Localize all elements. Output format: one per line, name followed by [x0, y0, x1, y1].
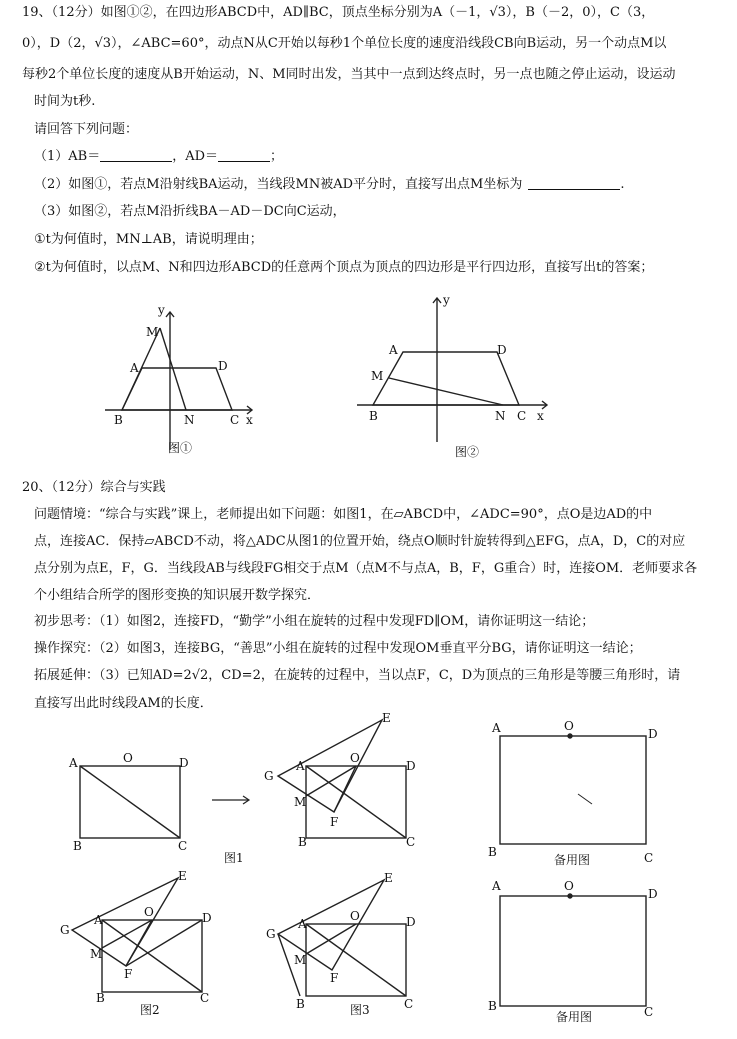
q20-figure-1	[66, 750, 244, 865]
q20-title: 20、（12分）综合与实践	[22, 480, 166, 495]
q19-sub3: （3）如图②，若点M沿折线BA－AD－DC向C运动，	[34, 204, 346, 219]
label-x: x	[246, 413, 253, 427]
label-m: M	[146, 325, 159, 339]
label-c: C	[200, 991, 210, 1005]
label-c: C	[644, 851, 654, 865]
label-e: E	[382, 711, 391, 725]
q19-sub1-end: ；	[270, 149, 284, 164]
label-a: A	[389, 343, 398, 357]
caption-fig2: 图②	[455, 445, 480, 459]
segment-fd	[126, 920, 202, 966]
q19-line-3: 每秒2个单位长度的速度从B开始运动，N、M同时出发，当其中一点到达终点时，另一点也随之停止运动，设运动	[22, 67, 676, 82]
arrow-icon	[212, 795, 252, 805]
label-f: F	[330, 971, 339, 985]
label-y: y	[443, 293, 450, 307]
label-m: M	[294, 795, 307, 809]
label-f: F	[124, 967, 133, 981]
q19-sub1	[34, 147, 283, 167]
label-m: M	[294, 953, 307, 967]
label-b: B	[488, 999, 497, 1013]
label-d: D	[648, 887, 658, 901]
answer-blank-m	[528, 175, 620, 190]
caption-spare1: 备用图	[554, 853, 591, 867]
label-g: G	[266, 927, 276, 941]
label-o: O	[350, 751, 360, 765]
label-d: D	[648, 727, 658, 741]
q20-line-2: 点，连接AC．保持▱ABCD不动，将△ADC从图1的位置开始，绕点O顺时针旋转得到△EFG，点A，D，C的对应	[34, 534, 686, 549]
label-d: D	[406, 759, 416, 773]
label-b: B	[114, 413, 123, 427]
label-b: B	[369, 409, 378, 423]
q19-sub2-end: .	[620, 177, 625, 192]
label-c: C	[178, 839, 188, 853]
answer-blank-ad	[218, 147, 270, 162]
q19-line-2: 0），D（2，√3），∠ABC=60°，动点N从C开始以每秒1个单位长度的速度沿线段CB向B运动，另一个动点M以	[22, 36, 667, 51]
q20-part3-cont: 直接写出此时线段AM的长度．	[34, 696, 213, 711]
q19-figure-2	[355, 292, 555, 462]
label-b: B	[488, 845, 497, 859]
rect-abcd	[500, 736, 646, 844]
segment-mn	[389, 378, 503, 405]
q20-spare-figure-1	[486, 716, 666, 866]
label-o: O	[564, 719, 574, 733]
label-a: A	[492, 721, 501, 735]
label-d: D	[406, 915, 416, 929]
label-a: A	[130, 361, 139, 375]
label-n: N	[184, 413, 195, 427]
label-c: C	[230, 413, 240, 427]
label-d: D	[179, 756, 189, 770]
label-b: B	[96, 991, 105, 1005]
label-m: M	[371, 369, 384, 383]
segment-om	[306, 924, 356, 954]
label-o: O	[123, 751, 133, 765]
label-c: C	[517, 409, 527, 423]
triangle-efg	[72, 878, 178, 966]
label-c: C	[644, 1005, 654, 1019]
q19-sub2	[34, 175, 624, 195]
caption-fig1: 图1	[224, 851, 244, 865]
label-a: A	[296, 759, 305, 773]
label-a: A	[94, 913, 103, 927]
q19-prompt: 请回答下列问题：	[34, 122, 139, 137]
q19-line-1: 19、（12分）如图①②，在四边形ABCD中，AD∥BC，顶点坐标分别为A（－1，√3），B（－2，0），C（3，	[22, 5, 655, 20]
caption-fig3: 图3	[350, 1003, 370, 1017]
label-o: O	[564, 879, 574, 893]
label-x: x	[537, 409, 544, 423]
point-o	[568, 894, 572, 898]
q19-figure-1	[100, 300, 270, 465]
label-d: D	[497, 343, 507, 357]
label-g: G	[60, 923, 70, 937]
label-d: D	[202, 911, 212, 925]
label-f: F	[330, 815, 339, 829]
diagonal-ac	[306, 924, 406, 996]
point-o	[568, 734, 572, 738]
q19-sub2-text: （2）如图①，若点M沿射线BA运动，当线段MN被AD平分时，直接写出点M坐标为	[34, 177, 523, 192]
q20-part3: 拓展延伸：（3）已知AD=2√2，CD=2，在旋转的过程中，当以点F，C，D为顶点的三角形是等腰三角形时，请	[34, 668, 681, 683]
label-c: C	[404, 997, 414, 1011]
label-b: B	[296, 997, 305, 1011]
q19-sub3-1: ①t为何值时，MN⊥AB，请说明理由；	[34, 232, 263, 247]
answer-blank-ab	[100, 147, 172, 162]
label-b: B	[298, 835, 307, 849]
label-a: A	[298, 917, 307, 931]
label-e: E	[384, 871, 393, 885]
q19-sub1-ad: ，AD＝	[172, 149, 219, 164]
caption-fig2: 图2	[140, 1003, 160, 1017]
label-y: y	[158, 303, 165, 317]
label-o: O	[350, 909, 360, 923]
label-o: O	[144, 905, 154, 919]
q19-sub3-2: ②t为何值时，以点M、N和四边形ABCD的任意两个顶点为顶点的四边形是平行四边形，直接写出t的答案；	[34, 260, 654, 275]
q20-line-3: 点分别为点E，F，G．当线段AB与线段FG相交于点M（点M不与点A，B，F，G重合）时，连接OM．老师要求各	[34, 561, 698, 576]
label-e: E	[178, 869, 187, 883]
segment-mn	[160, 328, 186, 410]
rect-abcd	[500, 896, 646, 1006]
q20-part1: 初步思考：（1）如图2，连接FD，“勤学”小组在旋转的过程中发现FD∥OM，请你证明这一结论；	[34, 614, 595, 629]
ray-ba	[122, 328, 160, 410]
diagonal-ac	[80, 766, 180, 838]
label-n: N	[495, 409, 506, 423]
label-d: D	[218, 359, 228, 373]
q20-figure-3	[262, 868, 432, 1018]
q19-sub1-ab: （1）AB＝	[34, 149, 101, 164]
stray-mark	[578, 794, 592, 804]
q20-figure-2	[56, 868, 226, 1018]
q20-figure-1-rotated	[258, 712, 423, 852]
label-c: C	[406, 835, 416, 849]
caption-fig1: 图①	[168, 441, 193, 455]
label-a: A	[492, 879, 501, 893]
quad-abcd	[373, 352, 519, 405]
q20-part2: 操作探究：（2）如图3，连接BG，“善思”小组在旋转的过程中发现OM垂直平分BG，请你证明这一结论；	[34, 641, 642, 656]
label-m: M	[90, 947, 103, 961]
caption-spare2: 备用图	[556, 1010, 593, 1024]
q20-spare-figure-2	[486, 878, 666, 1028]
q20-line-4: 个小组结合所学的图形变换的知识展开数学探究．	[34, 588, 321, 603]
q19-line-4: 时间为t秒.	[34, 94, 96, 109]
diagonal-ac	[102, 920, 202, 992]
label-a: A	[69, 756, 78, 770]
label-b: B	[73, 839, 82, 853]
diagonal-ac	[306, 766, 406, 838]
label-g: G	[264, 769, 274, 783]
q20-line-1: 问题情境：“综合与实践”课上，老师提出如下问题：如图1，在▱ABCD中，∠ADC=90°，点O是边AD的中	[34, 507, 653, 522]
